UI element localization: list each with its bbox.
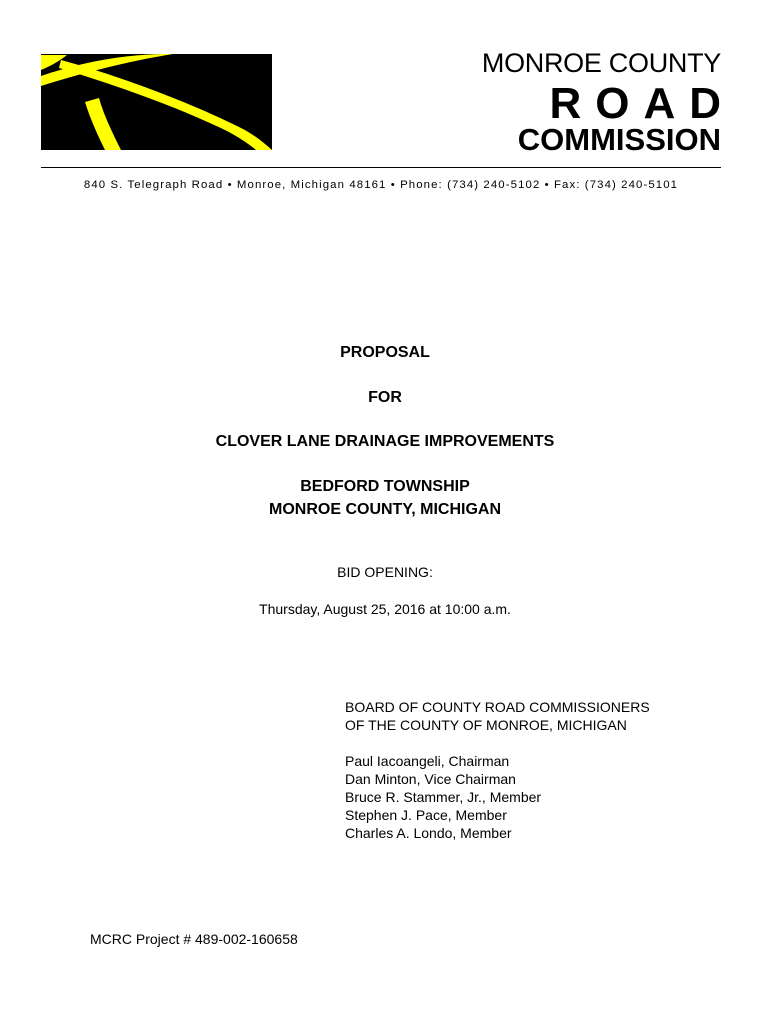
road-logo-icon <box>41 54 272 150</box>
org-name-line1: MONROE COUNTY <box>481 48 721 78</box>
board-member: Stephen J. Pace, Member <box>345 807 507 823</box>
doc-title: PROPOSAL <box>340 344 430 361</box>
bid-opening-date: Thursday, August 25, 2016 at 10:00 a.m. <box>259 601 511 617</box>
org-name-line3: COMMISSION <box>517 122 721 157</box>
board-member: Bruce R. Stammer, Jr., Member <box>345 789 542 805</box>
project-name: CLOVER LANE DRAINAGE IMPROVEMENTS <box>215 433 555 450</box>
org-address: 840 S. Telegraph Road • Monroe, Michigan 48161 • Phone: (734) 240-5102 • Fax: (734) 240-5101 <box>83 179 679 191</box>
org-name-line2: ROAD <box>549 79 735 128</box>
county-name: MONROE COUNTY, MICHIGAN <box>269 501 501 518</box>
board-member: Charles A. Londo, Member <box>345 825 512 841</box>
bid-opening-label: BID OPENING: <box>337 564 433 580</box>
board-member: Paul Iacoangeli, Chairman <box>345 753 510 769</box>
board-block <box>345 698 650 842</box>
project-number: MCRC Project # 489-002-160658 <box>90 931 298 947</box>
spacer <box>345 734 650 752</box>
board-member: Dan Minton, Vice Chairman <box>345 771 516 787</box>
board-title-line1: BOARD OF COUNTY ROAD COMMISSIONERS <box>345 699 650 715</box>
doc-title-for: FOR <box>368 389 402 406</box>
header-divider <box>41 167 721 168</box>
township-name: BEDFORD TOWNSHIP <box>300 478 470 495</box>
board-title-line2: OF THE COUNTY OF MONROE, MICHIGAN <box>345 717 627 733</box>
